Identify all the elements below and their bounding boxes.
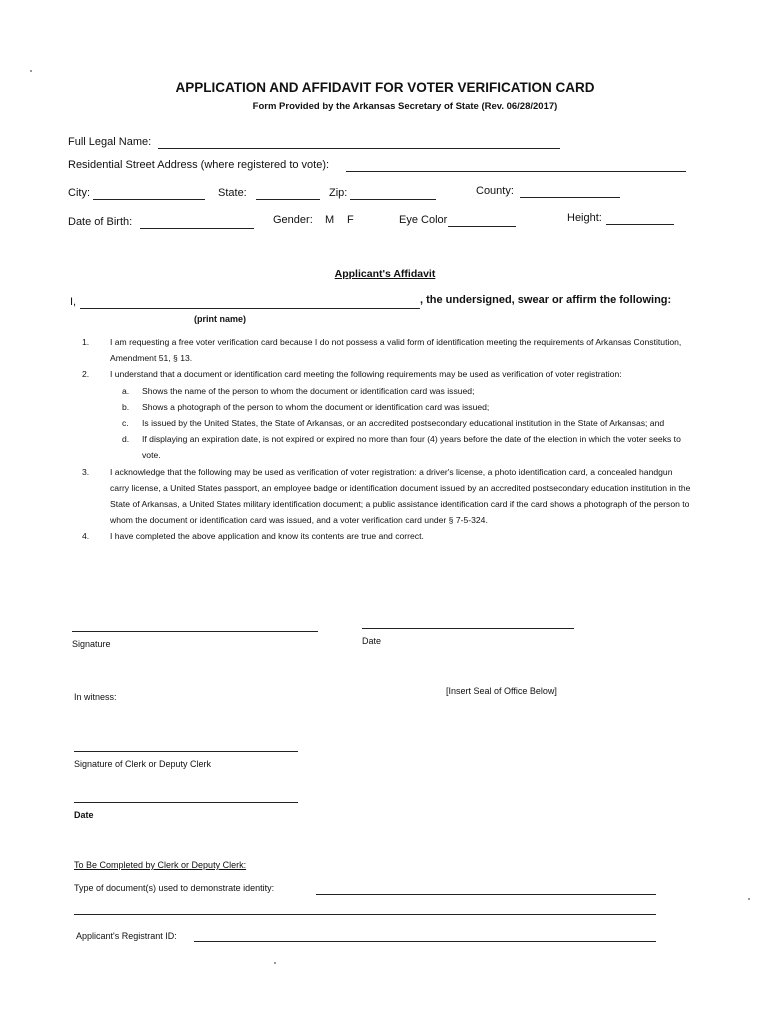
signature-line[interactable] [72, 631, 318, 632]
sub-letter: b. [122, 401, 130, 412]
seal-label: [Insert Seal of Office Below] [446, 686, 557, 696]
height-field[interactable] [606, 224, 674, 225]
sub-item-text: Shows a photograph of the person to whom the document or identification card was issued; [142, 401, 490, 412]
sub-item-text: If displaying an expiration date, is not expired or expired no more than four (4) years before the date of the election in which the voter seeks to vote. [142, 434, 681, 461]
list-item [82, 366, 692, 382]
date2-line[interactable] [74, 802, 298, 803]
affidavit-heading: Applicant's Affidavit [334, 268, 436, 280]
sub-list-item [82, 431, 692, 463]
list-item-text: I am requesting a free voter verification card because I do not possess a valid form of identification meeting the requirements of Arkansas Constitution, Amendment 51, § 13. [110, 337, 682, 364]
clerk-section-heading: To Be Completed by Clerk or Deputy Clerk: [74, 860, 247, 870]
sub-letter: a. [122, 385, 130, 396]
list-number: 4. [82, 531, 90, 542]
signature-label: Signature [72, 639, 111, 649]
sub-item-text: Is issued by the United States, the State of Arkansas, or an accredited postsecondary educational institution in the State of Arkansas; and [142, 418, 665, 429]
sub-letter: c. [122, 418, 129, 429]
print-name-field[interactable] [80, 308, 420, 309]
doc-type-label: Type of document(s) used to demonstrate identity: [74, 883, 275, 893]
form-title: APPLICATION AND AFFIDAVIT FOR VOTER VERIFICATION CARD [175, 80, 595, 95]
scan-speck [30, 70, 32, 72]
full-name-label: Full Legal Name: [68, 136, 152, 148]
list-number: 2. [82, 369, 90, 380]
list-item [82, 334, 692, 366]
doc-type-field-2[interactable] [74, 914, 656, 915]
print-name-caption: (print name) [194, 314, 247, 324]
list-item [82, 464, 692, 529]
oath-i-label: I, [70, 296, 77, 308]
sub-item-text: Shows the name of the person to whom the document or identification card was issued; [142, 385, 475, 396]
scan-speck [748, 898, 750, 900]
scan-speck [274, 962, 276, 964]
list-item [82, 528, 692, 544]
list-item-text: I have completed the above application and know its contents are true and correct. [110, 531, 424, 542]
list-number: 3. [82, 466, 90, 477]
address-label: Residential Street Address (where registered to vote): [68, 159, 330, 171]
dob-field[interactable] [140, 228, 254, 229]
sub-list-item [82, 415, 692, 431]
county-label: County: [476, 185, 514, 197]
gender-m-option[interactable]: M [325, 214, 335, 226]
oath-text: , the undersigned, swear or affirm the following: [420, 294, 672, 306]
clerk-signature-label: Signature of Clerk or Deputy Clerk [74, 759, 212, 769]
eye-color-label: Eye Color [399, 214, 448, 226]
state-label: State: [218, 187, 247, 199]
height-label: Height: [567, 212, 602, 224]
address-field[interactable] [346, 171, 686, 172]
witness-label: In witness: [74, 692, 117, 702]
zip-field[interactable] [350, 199, 436, 200]
date-line[interactable] [362, 628, 574, 629]
clerk-signature-line[interactable] [74, 751, 298, 752]
list-item-text: I acknowledge that the following may be used as verification of voter registration: a driver's license, a photo identification card, a concealed handgun carry license, a United States passport, an employee badge or identification document issued by an accredited postsecondary education institution in the State of Arkansas, a United States military identification document; a public assistance identification card if the card shows a photograph of the person to whom the document or identification card was issued, and a voter verification card under § 7-5-324. [110, 466, 691, 526]
gender-label: Gender: [273, 214, 313, 226]
affidavit-list [82, 334, 692, 545]
sub-letter: d. [122, 434, 130, 445]
form-subtitle: Form Provided by the Arkansas Secretary of State (Rev. 06/28/2017) [252, 101, 558, 112]
full-name-field[interactable] [158, 148, 560, 149]
county-field[interactable] [520, 197, 620, 198]
city-label: City: [68, 187, 90, 199]
sub-list-item [82, 383, 692, 399]
state-field[interactable] [256, 199, 320, 200]
dob-label: Date of Birth: [68, 216, 133, 228]
list-item-text: I understand that a document or identification card meeting the following requirements may be used as verification of voter registration: [110, 369, 622, 380]
list-number: 1. [82, 337, 90, 347]
doc-type-field[interactable] [316, 894, 656, 895]
registrant-id-label: Applicant's Registrant ID: [76, 931, 177, 941]
registrant-id-field[interactable] [194, 941, 656, 942]
sub-list-item [82, 399, 692, 415]
date2-label: Date [74, 810, 94, 820]
city-field[interactable] [93, 199, 205, 200]
eye-color-field[interactable] [448, 226, 516, 227]
zip-label: Zip: [329, 187, 348, 199]
gender-f-option[interactable]: F [347, 214, 354, 226]
date-label: Date [362, 636, 382, 646]
